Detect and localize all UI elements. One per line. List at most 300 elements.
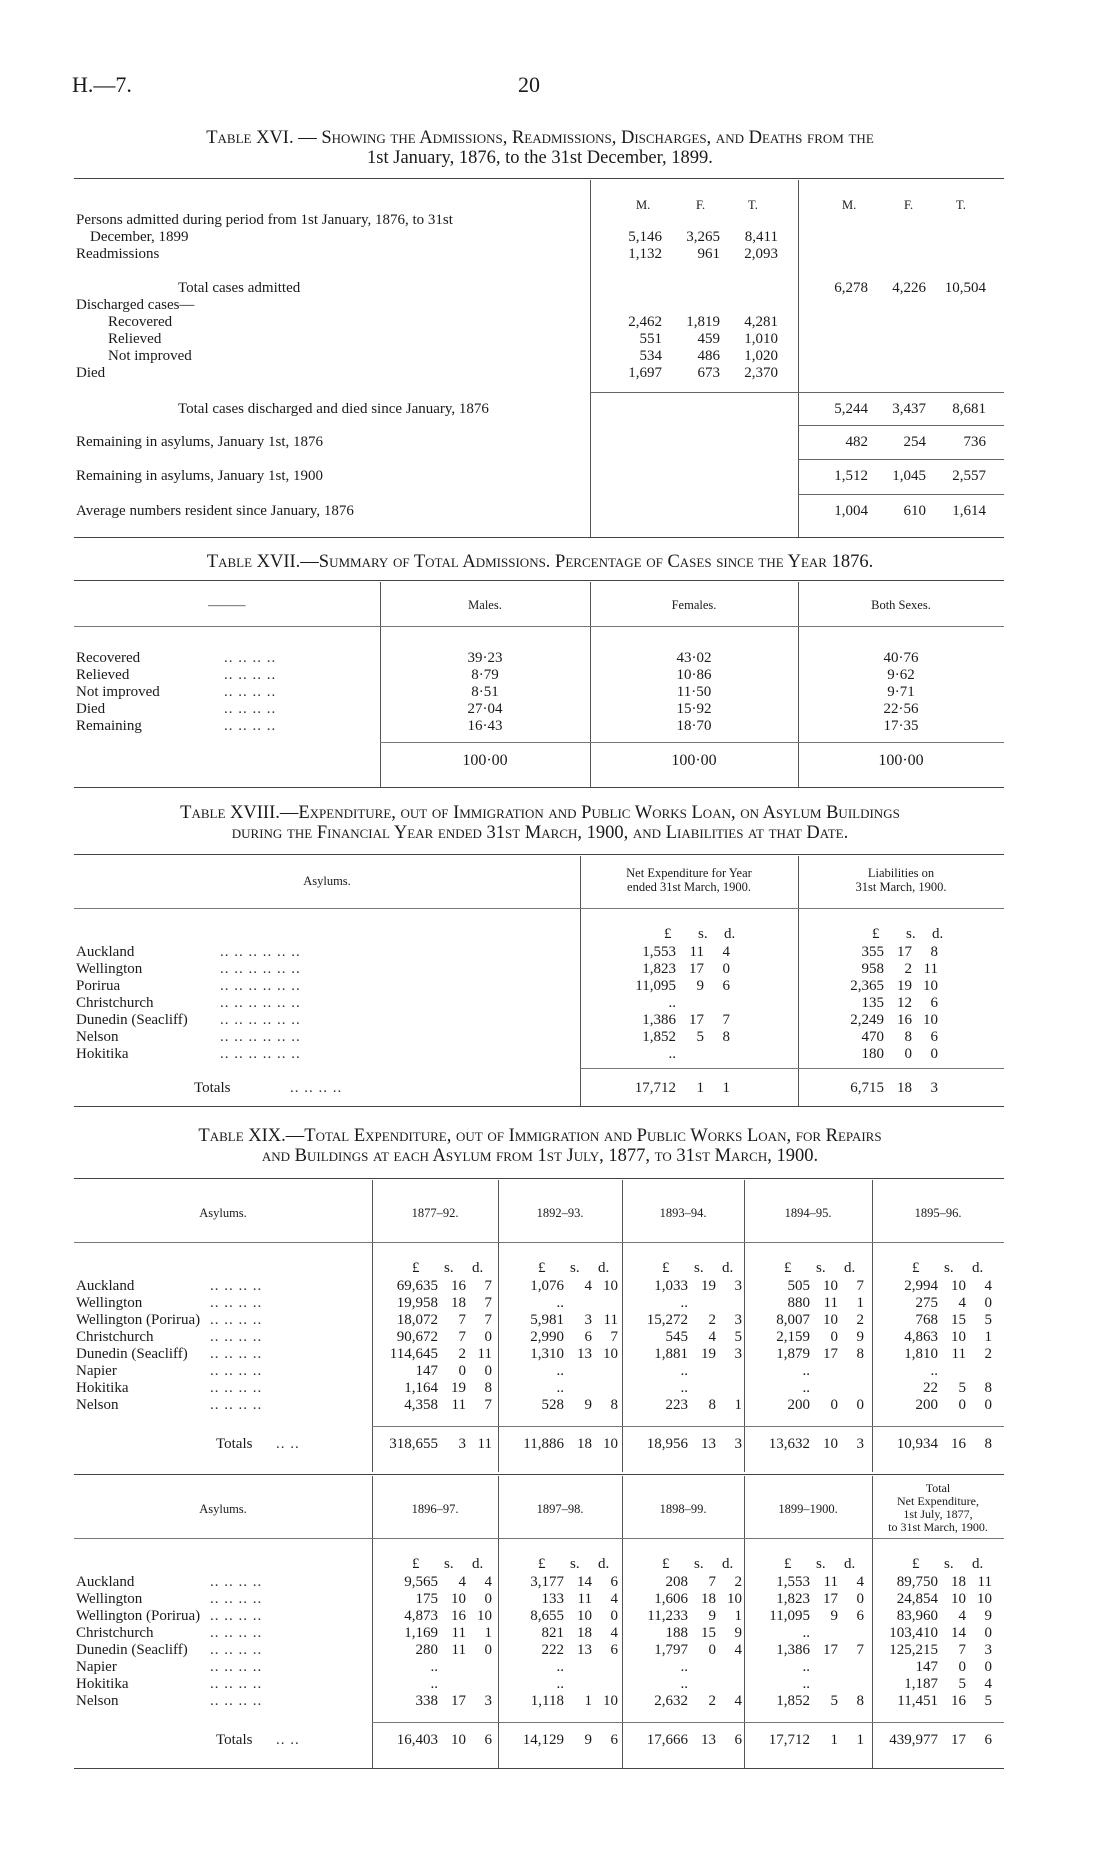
table16-divider-1 <box>590 180 591 537</box>
t17-cell-both: 17·35 <box>883 718 919 734</box>
t16-cell: 610 <box>903 503 926 519</box>
t19-cell-pence: 3 <box>484 1693 492 1709</box>
t19-cell-pence: 0 <box>984 1659 992 1675</box>
t19-divider <box>872 1180 873 1472</box>
t19-cell-shillings: 0 <box>458 1363 466 1379</box>
t18-total-rule <box>580 1068 1004 1069</box>
t19-total-pounds: 11,886 <box>523 1436 564 1452</box>
t19-unit: s. <box>694 1260 704 1276</box>
t19-cell-pence: 4 <box>484 1574 492 1590</box>
t17-cell-females: 18·70 <box>676 718 712 734</box>
t16-col-t2: T. <box>956 198 966 212</box>
t19-cell-pounds: 1,606 <box>654 1591 688 1607</box>
t18-net-pence: 4 <box>722 944 730 960</box>
t19-cell-pounds: 89,750 <box>896 1574 938 1590</box>
t19-cell-shillings: 10 <box>951 1329 966 1345</box>
t16-row-label: Died <box>76 365 106 381</box>
t16-total-discharged-label: Total cases discharged and died since January, 1876 <box>178 401 489 417</box>
t17-header-rule <box>74 626 1004 627</box>
t19-cell-shillings: 4 <box>708 1329 716 1345</box>
t18-header-asylums: Asylums. <box>303 874 351 888</box>
t18-net-shillings: 9 <box>696 978 704 994</box>
leader-dots: .. .. .. .. <box>224 701 277 717</box>
t19-total-rule <box>372 1722 1004 1723</box>
t18-unit: s. <box>698 926 708 942</box>
t19-cell-pence: 0 <box>856 1397 864 1413</box>
t16-cell: 551 <box>639 331 662 347</box>
t19-cell-shillings: 19 <box>701 1278 716 1294</box>
t19-divider <box>744 1180 745 1472</box>
t19-cell-pence: 10 <box>977 1591 992 1607</box>
t18-row-label: Christchurch <box>76 995 154 1011</box>
leader-dots: .. .. .. .. <box>210 1642 263 1658</box>
t19-cell-pounds: 2,159 <box>776 1329 810 1345</box>
t19-cell-pence: 10 <box>727 1591 742 1607</box>
t17-cell-females: 10·86 <box>676 667 712 683</box>
t17-total-females: 100·00 <box>671 752 717 769</box>
t19-cell-pounds: 200 <box>787 1397 810 1413</box>
t16-average-label: Average numbers resident since January, 1876 <box>76 503 354 519</box>
t19-cell-pence: 0 <box>856 1591 864 1607</box>
t19-cell-pounds: .. <box>556 1659 564 1675</box>
t16-rule <box>798 494 1004 495</box>
t19-cell-pounds: 19,958 <box>396 1295 438 1311</box>
t19-row-label: Napier <box>76 1659 117 1675</box>
t18-liab-pence: 11 <box>923 961 938 977</box>
t19-cell-pounds: 114,645 <box>389 1346 438 1362</box>
t19-cell-pence: 4 <box>856 1574 864 1590</box>
leader-dots: .. .. .. .. <box>210 1397 263 1413</box>
t16-row-label: Readmissions <box>76 246 160 262</box>
t19-cell-pence: 7 <box>484 1295 492 1311</box>
t18-net-pounds: 1,386 <box>642 1012 676 1028</box>
t19-cell-shillings: 5 <box>958 1676 966 1692</box>
t19-header-year: 1895–96. <box>914 1206 962 1220</box>
t19-unit: d. <box>972 1556 984 1572</box>
t19-total-shillings: 13 <box>701 1436 716 1452</box>
t18-row-label: Nelson <box>76 1029 119 1045</box>
t19-cell-shillings: 17 <box>823 1642 838 1658</box>
t19-cell-pounds: .. <box>802 1380 810 1396</box>
t17-cell-females: 43·02 <box>676 650 712 666</box>
t19-part-separator <box>74 1474 1004 1475</box>
t19-total-pence: 1 <box>856 1732 864 1748</box>
t19-cell-pounds: .. <box>802 1676 810 1692</box>
leader-dots: .. .. .. .. <box>210 1380 263 1396</box>
t17-cell-males: 8·51 <box>471 684 499 700</box>
t19-header-year: 1896–97. <box>411 1502 459 1516</box>
t16-cell: 2,462 <box>628 314 662 330</box>
t19-row-label: Nelson <box>76 1693 119 1709</box>
t18-net-shillings: 11 <box>689 944 704 960</box>
t19-cell-pounds: .. <box>930 1363 938 1379</box>
t16-discharged-label: Discharged cases— <box>76 297 195 313</box>
t18-net-pence: 0 <box>722 961 730 977</box>
t19-cell-pounds: .. <box>556 1676 564 1692</box>
t17-row-label: Died <box>76 701 106 717</box>
t18-liab-pounds: 470 <box>861 1029 884 1045</box>
t19-cell-shillings: 4 <box>458 1574 466 1590</box>
t19-row-label: Wellington <box>76 1591 143 1607</box>
t19-row-label: Christchurch <box>76 1625 154 1641</box>
t19-divider <box>498 1476 499 1768</box>
leader-dots: .. .. .. .. <box>210 1329 263 1345</box>
t19-row-label: Christchurch <box>76 1329 154 1345</box>
t19-cell-shillings: 15 <box>951 1312 966 1328</box>
t19-cell-pence: 2 <box>734 1574 742 1590</box>
t19-cell-pounds: 1,164 <box>404 1380 438 1396</box>
t19-total-pence: 6 <box>610 1732 618 1748</box>
leader-dots: .. .. .. .. <box>210 1312 263 1328</box>
document-reference: H.—7. <box>72 72 132 97</box>
t19-cell-shillings: 11 <box>451 1642 466 1658</box>
t19-cell-shillings: 10 <box>577 1608 592 1624</box>
leader-dots: .. .. .. .. <box>224 667 277 683</box>
t19-header-year: 1893–94. <box>659 1206 707 1220</box>
table18-top-rule <box>74 854 1004 855</box>
t18-unit: d. <box>932 926 944 942</box>
t19-total-pounds: 439,977 <box>889 1732 938 1748</box>
leader-dots: .. .. .. .. .. .. <box>220 1046 301 1062</box>
t16-cell: 2,557 <box>952 468 986 484</box>
t19-cell-pounds: 147 <box>415 1363 438 1379</box>
t19-total-pounds: 10,934 <box>896 1436 938 1452</box>
t19-cell-pence: 8 <box>610 1397 618 1413</box>
t19-header-asylums: Asylums. <box>199 1502 247 1516</box>
leader-dots: .. .. .. .. <box>290 1080 343 1096</box>
t19-cell-pounds: 280 <box>415 1642 438 1658</box>
t19-divider <box>622 1476 623 1768</box>
leader-dots: .. .. .. .. .. .. <box>220 1012 301 1028</box>
t16-remaining-1876-label: Remaining in asylums, January 1st, 1876 <box>76 434 324 450</box>
t16-row-label: Recovered <box>108 314 173 330</box>
t19-cell-pence: 8 <box>856 1693 864 1709</box>
t16-col-f2: F. <box>904 198 914 212</box>
t16-cell: 1,697 <box>628 365 662 381</box>
t18-liab-pounds: 2,249 <box>850 1012 884 1028</box>
t18-liab-pounds: 355 <box>861 944 884 960</box>
t19-cell-pounds: 4,873 <box>404 1608 438 1624</box>
leader-dots: .. .. .. .. <box>210 1346 263 1362</box>
t16-cell: 1,010 <box>744 331 778 347</box>
t17-cell-females: 15·92 <box>676 701 712 717</box>
t18-header-liab-1: Liabilities on <box>867 866 935 880</box>
t16-cell: 5,244 <box>834 401 868 417</box>
t19-total-pounds: 17,666 <box>646 1732 688 1748</box>
t19-cell-pence: 5 <box>734 1329 742 1345</box>
t19-cell-pounds: 2,990 <box>530 1329 564 1345</box>
t19-cell-shillings: 16 <box>951 1693 966 1709</box>
t19-cell-shillings: 3 <box>584 1312 592 1328</box>
t19-cell-shillings: 0 <box>708 1642 716 1658</box>
t16-cell: 8,681 <box>952 401 986 417</box>
t16-cell: 4,226 <box>892 280 926 296</box>
t19-cell-pence: 8 <box>484 1380 492 1396</box>
t19-cell-pounds: 1,033 <box>654 1278 688 1294</box>
t17-total-males: 100·00 <box>462 752 508 769</box>
t18-total-liab-shillings: 18 <box>897 1080 912 1096</box>
t19-cell-pence: 3 <box>734 1346 742 1362</box>
t18-liab-pence: 6 <box>930 1029 938 1045</box>
t19-cell-pence: 7 <box>610 1329 618 1345</box>
t19-unit: £ <box>412 1556 420 1572</box>
t19-header-year: 1894–95. <box>784 1206 832 1220</box>
t18-liab-pounds: 2,365 <box>850 978 884 994</box>
t17-cell-both: 40·76 <box>883 650 919 666</box>
t16-rule <box>798 459 1004 460</box>
t19-cell-pounds: .. <box>680 1363 688 1379</box>
t19-cell-pence: 11 <box>977 1574 992 1590</box>
t19-header-year: 1899–1900. <box>778 1502 838 1516</box>
t19-cell-pounds: 768 <box>915 1312 938 1328</box>
t19-total-shillings: 3 <box>458 1436 466 1452</box>
t19-cell-shillings: 18 <box>701 1591 716 1607</box>
t19-unit: £ <box>662 1556 670 1572</box>
t19-cell-pence: 5 <box>984 1312 992 1328</box>
t19-cell-pounds: 223 <box>665 1397 688 1413</box>
t19-header-total: Net Expenditure, <box>897 1494 979 1508</box>
t19-cell-pounds: .. <box>802 1659 810 1675</box>
t19-cell-pounds: 505 <box>787 1278 810 1294</box>
t17-row-label: Recovered <box>76 650 141 666</box>
t16-cell: 10,504 <box>944 280 986 296</box>
t19-cell-pence: 2 <box>856 1312 864 1328</box>
t19-cell-pounds: 222 <box>541 1642 564 1658</box>
t19-cell-pounds: 15,272 <box>646 1312 688 1328</box>
t19-cell-pounds: 1,823 <box>776 1591 810 1607</box>
t16-persons-f: 3,265 <box>686 229 720 245</box>
t18-unit: d. <box>724 926 736 942</box>
t19-cell-pence: 10 <box>603 1346 618 1362</box>
t19-cell-pounds: .. <box>802 1363 810 1379</box>
t19-cell-pounds: 1,553 <box>776 1574 810 1590</box>
t19-unit: s. <box>694 1556 704 1572</box>
t19-cell-pence: 1 <box>984 1329 992 1345</box>
t19-header-rule <box>74 1538 1004 1539</box>
t17-header-blank: ——— <box>208 598 246 612</box>
t18-liab-pence: 10 <box>923 978 938 994</box>
t19-cell-pounds: 1,852 <box>776 1693 810 1709</box>
t19-cell-shillings: 14 <box>577 1574 592 1590</box>
t18-liab-pence: 8 <box>930 944 938 960</box>
t19-cell-pounds: 133 <box>541 1591 564 1607</box>
t16-cell: 6,278 <box>834 280 868 296</box>
t18-liab-shillings: 12 <box>897 995 912 1011</box>
t19-unit: £ <box>662 1260 670 1276</box>
t19-cell-pence: 0 <box>484 1363 492 1379</box>
leader-dots: .. .. .. .. <box>210 1625 263 1641</box>
t19-cell-pence: 5 <box>984 1693 992 1709</box>
t17-cell-both: 9·71 <box>887 684 915 700</box>
t17-cell-females: 11·50 <box>676 684 712 700</box>
t17-row-label: Remaining <box>76 718 142 734</box>
t19-total-shillings: 1 <box>830 1732 838 1748</box>
t19-cell-pounds: 69,635 <box>396 1278 438 1294</box>
leader-dots: .. .. .. .. <box>210 1676 263 1692</box>
t18-net-pounds: 11,095 <box>635 978 676 994</box>
t18-total-net-pounds: 17,712 <box>634 1080 676 1096</box>
t18-row-label: Wellington <box>76 961 143 977</box>
t16-rule <box>798 425 1004 426</box>
t19-unit: d. <box>598 1260 610 1276</box>
t19-cell-shillings: 8 <box>708 1397 716 1413</box>
t19-cell-pounds: 9,565 <box>404 1574 438 1590</box>
t19-row-label: Hokitika <box>76 1676 129 1692</box>
t19-cell-pounds: 1,169 <box>404 1625 438 1641</box>
t19-total-pence: 3 <box>856 1436 864 1452</box>
table18-title-line2: during the Financial Year ended 31st March, 1900, and Liabilities at that Date. <box>231 823 849 843</box>
t19-cell-pence: 0 <box>484 1329 492 1345</box>
t19-cell-shillings: 9 <box>584 1397 592 1413</box>
t18-liab-shillings: 2 <box>904 961 912 977</box>
t19-cell-shillings: 5 <box>958 1380 966 1396</box>
t19-unit: d. <box>844 1556 856 1572</box>
leader-dots: .. .. .. .. .. .. <box>220 944 301 960</box>
t19-cell-pence: 4 <box>984 1676 992 1692</box>
t18-net-shillings: 17 <box>689 961 704 977</box>
t19-header-total: to 31st March, 1900. <box>888 1520 988 1534</box>
t19-unit: s. <box>816 1556 826 1572</box>
t19-cell-pounds: 11,095 <box>769 1608 810 1624</box>
t19-cell-pounds: 1,810 <box>904 1346 938 1362</box>
t19-cell-shillings: 0 <box>958 1659 966 1675</box>
t19-cell-shillings: 0 <box>830 1397 838 1413</box>
t19-cell-shillings: 7 <box>708 1574 716 1590</box>
table19-title-line2: and Buildings at each Asylum from 1st July, 1877, to 31st March, 1900. <box>261 1146 819 1166</box>
leader-dots: .. .. .. .. .. .. <box>220 995 301 1011</box>
t16-cell: 3,437 <box>892 401 926 417</box>
t19-cell-shillings: 15 <box>701 1625 716 1641</box>
t18-row-label: Auckland <box>76 944 135 960</box>
t18-header-liab-2: 31st March, 1900. <box>855 880 947 894</box>
table17-top-rule <box>74 580 1004 581</box>
t19-unit: s. <box>816 1260 826 1276</box>
t19-cell-pounds: 880 <box>787 1295 810 1311</box>
t19-cell-pounds: 11,451 <box>897 1693 938 1709</box>
t18-liab-pence: 0 <box>930 1046 938 1062</box>
t17-header-females: Females. <box>671 598 717 612</box>
t19-cell-shillings: 16 <box>451 1608 466 1624</box>
t19-cell-shillings: 14 <box>951 1625 966 1641</box>
t16-persons-m: 5,146 <box>628 229 662 245</box>
t19-cell-pence: 10 <box>603 1278 618 1294</box>
table19-title-line1: Table XIX.—Total Expenditure, out of Immigration and Public Works Loan, for Repairs <box>198 1126 882 1146</box>
t19-total-pence: 6 <box>984 1732 992 1748</box>
t19-cell-pounds: 528 <box>541 1397 564 1413</box>
t19-cell-pounds: 90,672 <box>396 1329 438 1345</box>
t19-cell-shillings: 13 <box>577 1642 592 1658</box>
t16-persons-line1: Persons admitted during period from 1st January, 1876, to 31st <box>76 212 453 228</box>
t18-totals-label: Totals <box>194 1080 231 1096</box>
t19-cell-pounds: 4,358 <box>404 1397 438 1413</box>
t18-unit: £ <box>664 926 672 942</box>
t19-cell-pence: 0 <box>984 1625 992 1641</box>
t19-row-label: Dunedin (Seacliff) <box>76 1642 188 1658</box>
t19-cell-shillings: 4 <box>584 1278 592 1294</box>
t19-cell-shillings: 18 <box>577 1625 592 1641</box>
leader-dots: .. .. .. .. .. .. <box>220 1029 301 1045</box>
t19-cell-shillings: 11 <box>577 1591 592 1607</box>
table16-bottom-rule <box>74 537 1004 538</box>
t19-row-label: Nelson <box>76 1397 119 1413</box>
t19-cell-pounds: 5,981 <box>530 1312 564 1328</box>
t19-cell-pounds: 2,632 <box>654 1693 688 1709</box>
t19-cell-pounds: 2,994 <box>904 1278 938 1294</box>
t18-liab-shillings: 16 <box>897 1012 912 1028</box>
t19-cell-pounds: 125,215 <box>889 1642 938 1658</box>
table16-title-line1: Table XVI. — Showing the Admissions, Readmissions, Discharges, and Deaths from the <box>206 128 874 148</box>
t16-col-f1: F. <box>696 198 706 212</box>
t18-total-liab-pounds: 6,715 <box>850 1080 884 1096</box>
t19-row-label: Dunedin (Seacliff) <box>76 1346 188 1362</box>
t16-col-m1: M. <box>636 198 651 212</box>
t19-cell-pounds: 338 <box>415 1693 438 1709</box>
t17-header-both: Both Sexes. <box>871 598 931 612</box>
t19-cell-pounds: 1,879 <box>776 1346 810 1362</box>
t19-cell-shillings: 6 <box>584 1329 592 1345</box>
t19-cell-pounds: .. <box>556 1295 564 1311</box>
t19-cell-pounds: 175 <box>415 1591 438 1607</box>
t19-cell-shillings: 9 <box>830 1608 838 1624</box>
t19-cell-shillings: 11 <box>823 1574 838 1590</box>
leader-dots: .. .. .. .. <box>210 1363 263 1379</box>
t19-cell-pence: 2 <box>984 1346 992 1362</box>
t19-cell-shillings: 18 <box>451 1295 466 1311</box>
t19-cell-pence: 10 <box>477 1608 492 1624</box>
t19-total-shillings: 16 <box>951 1436 966 1452</box>
t19-total-pounds: 17,712 <box>768 1732 810 1748</box>
t19-cell-pence: 7 <box>484 1312 492 1328</box>
t19-divider <box>498 1180 499 1472</box>
t19-cell-pounds: .. <box>556 1380 564 1396</box>
t19-divider <box>372 1476 373 1768</box>
t19-unit: d. <box>472 1260 484 1276</box>
t19-total-pence: 10 <box>603 1436 618 1452</box>
table17-title: Table XVII.—Summary of Total Admissions. Percentage of Cases since the Year 1876. <box>206 552 874 572</box>
t19-unit: d. <box>598 1556 610 1572</box>
t19-cell-pounds: .. <box>802 1625 810 1641</box>
t19-cell-shillings: 4 <box>958 1608 966 1624</box>
t19-cell-pence: 4 <box>610 1625 618 1641</box>
t19-row-label: Wellington (Porirua) <box>76 1312 201 1328</box>
t16-cell: 4,281 <box>744 314 778 330</box>
t18-liab-pounds: 180 <box>861 1046 884 1062</box>
t19-cell-pounds: .. <box>680 1295 688 1311</box>
t19-cell-pence: 7 <box>484 1397 492 1413</box>
t19-cell-pounds: 1,310 <box>530 1346 564 1362</box>
t19-total-pence: 3 <box>734 1436 742 1452</box>
t18-liab-pence: 6 <box>930 995 938 1011</box>
t19-cell-pounds: 3,177 <box>530 1574 564 1590</box>
t16-mid-rule <box>590 392 1004 393</box>
t19-cell-pounds: 8,655 <box>530 1608 564 1624</box>
t19-header-year: 1898–99. <box>659 1502 707 1516</box>
t19-cell-pence: 9 <box>856 1329 864 1345</box>
t16-cell: 1,614 <box>952 503 986 519</box>
t19-cell-pence: 8 <box>856 1346 864 1362</box>
t18-net-pounds: 1,852 <box>642 1029 676 1045</box>
t18-liab-pounds: 958 <box>861 961 884 977</box>
t19-unit: d. <box>844 1260 856 1276</box>
t19-cell-pence: 6 <box>610 1642 618 1658</box>
leader-dots: .. .. .. .. <box>224 684 277 700</box>
leader-dots: .. .. .. .. <box>210 1659 263 1675</box>
t17-cell-males: 16·43 <box>467 718 503 734</box>
table16-divider-2 <box>798 180 799 537</box>
t19-cell-pounds: .. <box>430 1659 438 1675</box>
t19-cell-shillings: 7 <box>958 1642 966 1658</box>
t19-cell-pence: 1 <box>734 1397 742 1413</box>
